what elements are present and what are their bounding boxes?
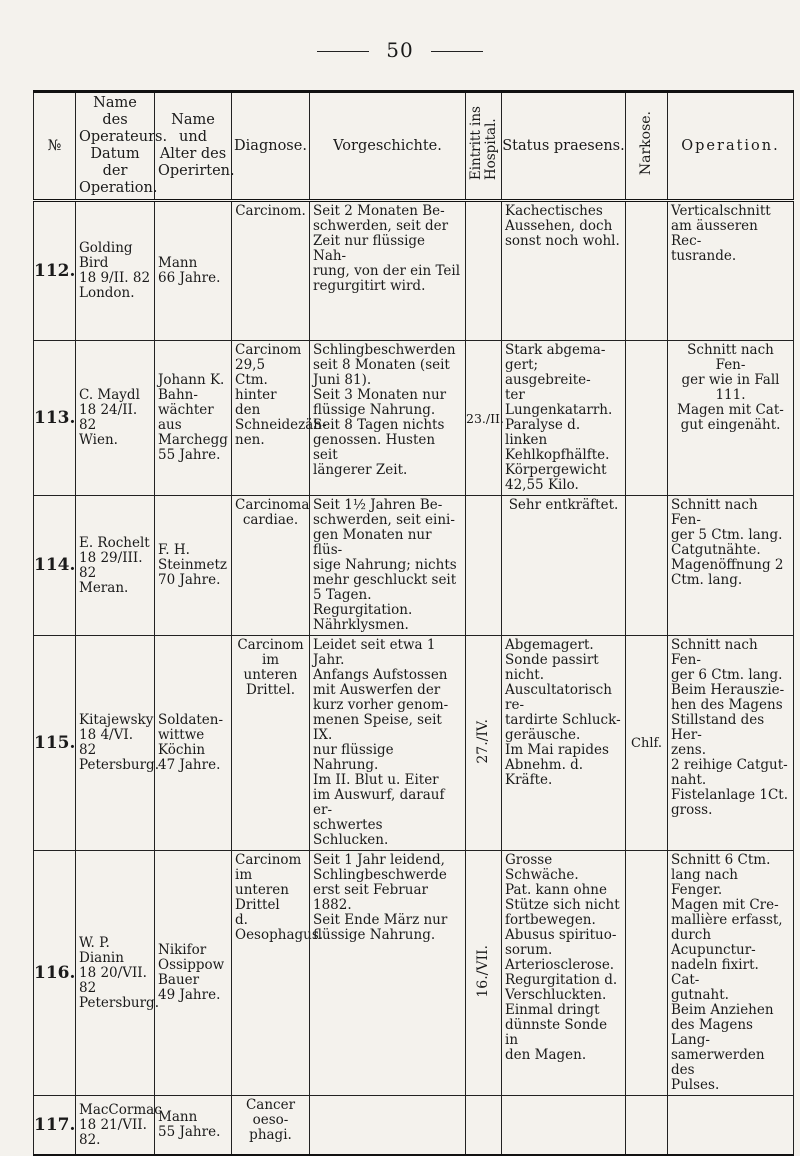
operirter-cell: Nikifor Ossippow Bauer 49 Jahre. <box>155 851 232 1096</box>
header-operateur: Name des Operateurs. Datum der Operation. <box>76 92 155 201</box>
vorgeschichte-cell: Seit 1 Jahr leidend, Schlingbeschwerde erst seit Februar 1882. Seit Ende März nur flüssige Nahrung. <box>310 851 466 1096</box>
operateur-cell: Golding Bird 18 9/II. 82 London. <box>76 201 155 341</box>
header-operation: Operation. <box>668 92 794 201</box>
operation-cell: Verticalschnitt am äusseren Rec- tusrande. <box>668 201 794 341</box>
status-cell: Grosse Schwäche. Pat. kann ohne Stütze sich nicht fortbewegen. Abusus spirituo- sorum. Arteriosclerose. Regurgitation d. Verschluckten. Einmal dringt dünnste Sonde in den Magen. <box>502 851 626 1096</box>
diagnose-cell: Carcinom im unteren Drittel. <box>232 636 310 851</box>
case-row-114 <box>34 496 794 636</box>
eintritt-value: 16./VII. <box>475 944 491 998</box>
status-cell: Abgemagert. Sonde passirt nicht. Auscultatorisch re- tardirte Schluck- geräusche. Im Mai rapides Abnehm. d. Kräfte. <box>502 636 626 851</box>
operateur-cell: C. Maydl 18 24/II. 82 Wien. <box>76 341 155 496</box>
operateur-cell: E. Rochelt 18 29/III. 82 Meran. <box>76 496 155 636</box>
operation-cell: Schnitt nach Fen- ger 5 Ctm. lang. Catgutnähte. Magenöffnung 2 Ctm. lang. <box>668 496 794 636</box>
case-register-table <box>33 90 794 1156</box>
operation-cell: Schnitt 6 Ctm. lang nach Fenger. Magen mit Cre- mallière erfasst, durch Acupunctur- nadeln fixirt. Cat- gutnaht. Beim Anziehen des Magens Lang- samerwerden des Pulses. <box>668 851 794 1096</box>
operirter-cell: Mann 66 Jahre. <box>155 201 232 341</box>
operation-cell <box>668 1096 794 1156</box>
vorgeschichte-cell: Leidet seit etwa 1 Jahr. Anfangs Aufstossen mit Auswerfen der kurz vorher genom- menen Speise, seit IX. nur flüssige Nahrung. Im II. Blut u. Eiter im Auswurf, darauf er- schwertes Schlucken. <box>310 636 466 851</box>
eintritt-value: 27./IV. <box>475 718 491 764</box>
eintritt-cell <box>466 496 502 636</box>
operation-cell: Schnitt nach Fen- ger 6 Ctm. lang. Beim Herauszie- hen des Magens Stillstand des Her- zens. 2 reihige Catgut- naht. Fistelanlage 1Ct. gross. <box>668 636 794 851</box>
operirter-cell: Mann 55 Jahre. <box>155 1096 232 1156</box>
diagnose-cell: Cancer oeso- phagi. <box>232 1096 310 1156</box>
narkose-cell: Chlf. <box>626 636 668 851</box>
operation-cell: Schnitt nach Fen- ger wie in Fall 111. Magen mit Cat- gut eingenäht. <box>668 341 794 496</box>
page-number: 50 <box>386 38 414 62</box>
case-row-112 <box>34 201 794 341</box>
header-eintritt-label: Eintritt ins Hospital. <box>468 106 499 181</box>
rule-left <box>317 51 369 52</box>
case-row-116 <box>34 851 794 1096</box>
narkose-cell <box>626 341 668 496</box>
operirter-cell: F. H. Steinmetz 70 Jahre. <box>155 496 232 636</box>
rule-right <box>431 51 483 52</box>
case-number: 115. <box>34 636 76 851</box>
diagnose-cell: Carcinom. <box>232 201 310 341</box>
diagnose-cell: Carcinom im unteren Drittel d. Oesophagus. <box>232 851 310 1096</box>
header-eintritt <box>466 92 502 201</box>
case-row-113 <box>34 341 794 496</box>
status-cell: Kachectisches Aussehen, doch sonst noch wohl. <box>502 201 626 341</box>
eintritt-cell: 23./II. <box>466 341 502 496</box>
narkose-cell <box>626 201 668 341</box>
eintritt-cell <box>466 636 502 851</box>
narkose-cell <box>626 851 668 1096</box>
vorgeschichte-cell: Schlingbeschwerden seit 8 Monaten (seit Juni 81). Seit 3 Monaten nur flüssige Nahrung. Seit 8 Tagen nichts genossen. Husten seit längerer Zeit. <box>310 341 466 496</box>
operateur-cell: W. P. Dianin 18 20/VII. 82 Petersburg. <box>76 851 155 1096</box>
header-nr: № <box>34 92 76 201</box>
header-narkose <box>626 92 668 201</box>
header-diagnose: Diagnose. <box>232 92 310 201</box>
operateur-cell: Kitajewsky 18 4/VI. 82 Petersburg. <box>76 636 155 851</box>
header-vorgeschichte: Vorgeschichte. <box>310 92 466 201</box>
diagnose-cell: Carcinoma cardiae. <box>232 496 310 636</box>
case-number: 116. <box>34 851 76 1096</box>
narkose-cell <box>626 1096 668 1156</box>
header-operirter: Name und Alter des Operirten. <box>155 92 232 201</box>
case-number: 112. <box>34 201 76 341</box>
vorgeschichte-cell: Seit 1½ Jahren Be- schwerden, seit eini- gen Monaten nur flüs- sige Nahrung; nichts mehr geschluckt seit 5 Tagen. Regurgitation. Nährklysmen. <box>310 496 466 636</box>
vorgeschichte-cell: Seit 2 Monaten Be- schwerden, seit der Zeit nur flüssige Nah- rung, von der ein Teil regurgitirt wird. <box>310 201 466 341</box>
narkose-cell <box>626 496 668 636</box>
eintritt-cell <box>466 1096 502 1156</box>
status-cell: Sehr entkräftet. <box>502 496 626 636</box>
eintritt-cell <box>466 851 502 1096</box>
vorgeschichte-cell <box>310 1096 466 1156</box>
status-cell: Stark abgema- gert; ausgebreite- ter Lungenkatarrh. Paralyse d. linken Kehlkopfhälfte. Körpergewicht 42,55 Kilo. <box>502 341 626 496</box>
operirter-cell: Johann K. Bahn- wächter aus Marchegg 55 Jahre. <box>155 341 232 496</box>
header-status: Status praesens. <box>502 92 626 201</box>
operirter-cell: Soldaten- wittwe Köchin 47 Jahre. <box>155 636 232 851</box>
page-number-line <box>0 38 800 62</box>
diagnose-cell: Carcinom 29,5 Ctm. hinter den Schneidezäh- nen. <box>232 341 310 496</box>
header-narkose-label: Narkose. <box>638 111 654 176</box>
status-cell <box>502 1096 626 1156</box>
case-number: 113. <box>34 341 76 496</box>
header-row <box>34 92 794 201</box>
case-number: 117. <box>34 1096 76 1156</box>
eintritt-cell <box>466 201 502 341</box>
case-number: 114. <box>34 496 76 636</box>
case-row-115 <box>34 636 794 851</box>
operateur-cell: MacCormac 18 21/VII. 82. <box>76 1096 155 1156</box>
case-row-117 <box>34 1096 794 1156</box>
